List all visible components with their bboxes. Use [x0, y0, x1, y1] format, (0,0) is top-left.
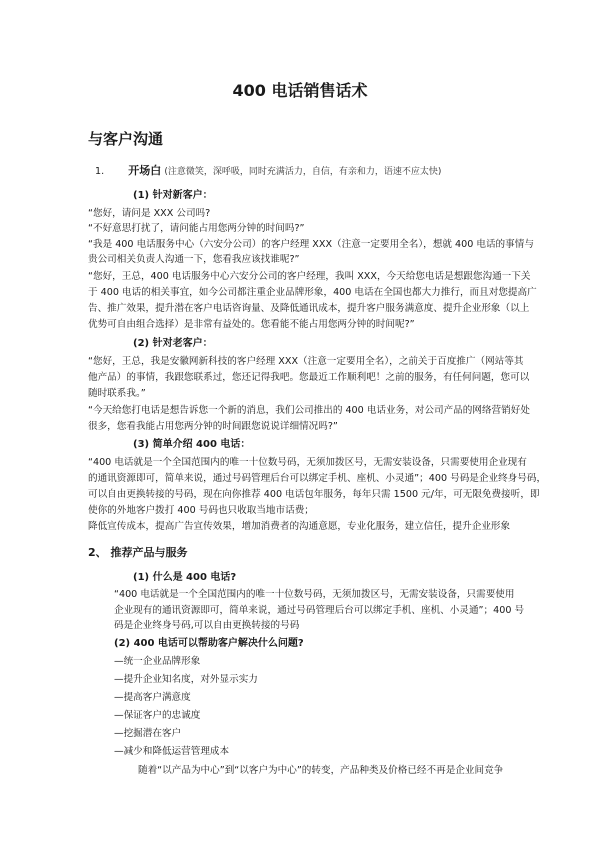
script-line: 他产品）的事情，我跟您联系过，您还记得我吧。您最近工作顺利吧！之前的服务，有任何问题，您可以: [88, 372, 530, 383]
script-line: 降低宣传成本，提高广告宣传效果，增加消费者的沟通意愿，专业化服务，建立信任，提升企业形象: [88, 521, 511, 532]
new-customer-label: (1) 针对新客户：: [133, 190, 213, 201]
benefit-item: —保证客户的忠诚度: [114, 710, 201, 721]
script-line: “400 电话就是一个全国范围内的唯一十位数号码，无须加拨区号，无需安装设备，只需要使用: [114, 589, 515, 600]
script-line: 码是企业终身号码,可以自由更换转接的号码: [114, 620, 300, 631]
script-line: 企业现有的通讯资源即可，简单来说，通过号码管理后台可以绑定手机、座机、小灵通”；400 号: [114, 605, 525, 616]
script-line: 贵公司相关负责人沟通一下，您看我应该找谁呢?”: [88, 254, 300, 265]
script-line: 于 400 电话的相关事宜，如今公司都注重企业品牌形象，400 电话在全国也都大力推行，而且对您提高广: [88, 287, 537, 298]
benefit-item: —减少和降低运营管理成本: [114, 746, 230, 757]
benefit-item: —提升企业知名度，对外显示实力: [114, 674, 258, 685]
what-is-400-label: (1) 什么是 400 电话?: [133, 572, 237, 583]
section-heading-recommend: 2、 推荐产品与服务: [88, 546, 188, 559]
script-line: “您好，请问是 XXX 公司吗?: [88, 208, 211, 219]
script-line: 告、推广效果，提升潜在客户电话咨询量、及降低通讯成本，提升客户服务满意度、提升企业形象（以上: [88, 303, 530, 314]
script-line: 很多，您看我能占用您两分钟的时间跟您说说详细情况吗?”: [88, 421, 338, 432]
script-line: “您好，王总，400 电话服务中心六安分公司的客户经理，我叫 XXX，今天给您电话是想跟您沟通一下关: [88, 271, 531, 282]
document-title: 400 电话销售话术: [232, 81, 368, 100]
benefit-item: —统一企业品牌形象: [114, 656, 201, 667]
item-1-line: [95, 164, 441, 179]
script-line: “不好意思打扰了，请问能占用您两分钟的时间吗?”: [88, 223, 305, 234]
script-line: 使你的外地客户拨打 400 号码也只收取当地市话费；: [88, 505, 314, 516]
script-line: “我是 400 电话服务中心（六安分公司）的客户经理 XXX（注意一定要用全名），想就 400 电话的事情与: [88, 239, 534, 250]
benefit-item: —提高客户满意度: [114, 692, 191, 703]
item-1-number: 1.: [95, 166, 105, 177]
script-line: 可以自由更换转接的号码，现在向你推荐 400 电话包年服务，每年只需 1500 元/年，可无限免费接听，即: [88, 489, 540, 500]
problems-solved-label: (2) 400 电话可以帮助客户解决什么问题?: [114, 638, 304, 649]
script-line: 的通讯资源即可，简单来说，通过号码管理后台可以绑定手机、座机、小灵通”；400 号码是企业终身号码，: [88, 473, 547, 484]
item-1-note: (注意微笑，深呼吸，同时充满活力，自信，有亲和力，语速不应太快): [164, 167, 442, 177]
old-customer-label: (2) 针对老客户：: [133, 338, 213, 349]
item-1-title: 开场白: [128, 164, 162, 177]
paragraph-tail: 随着“以产品为中心”到“以客户为中心”的转变，产品种类及价格已经不再是企业间竞争: [138, 765, 504, 776]
benefit-item: —挖掘潜在客户: [114, 728, 182, 739]
script-line: “今天给您打电话是想告诉您一个新的消息，我们公司推出的 400 电话业务，对公司产品的网络营销好处: [88, 405, 530, 416]
script-line: 随时联系我。”: [88, 388, 146, 399]
script-line: “您好，王总，我是安徽网新科技的客户经理 XXX（注意一定要用全名），之前关于百度推广（网站等其: [88, 356, 524, 367]
script-line: 优势可自由组合选择）是非常有益处的。您看能不能占用您两分钟的时间呢?”: [88, 319, 415, 330]
section-heading-communication: 与客户沟通: [88, 130, 164, 148]
intro-400-label: (3) 简单介绍 400 电话：: [133, 439, 251, 450]
script-line: “400 电话就是一个全国范围内的唯一十位数号码，无须加拨区号，无需安装设备，只需要使用企业现有: [88, 457, 527, 468]
